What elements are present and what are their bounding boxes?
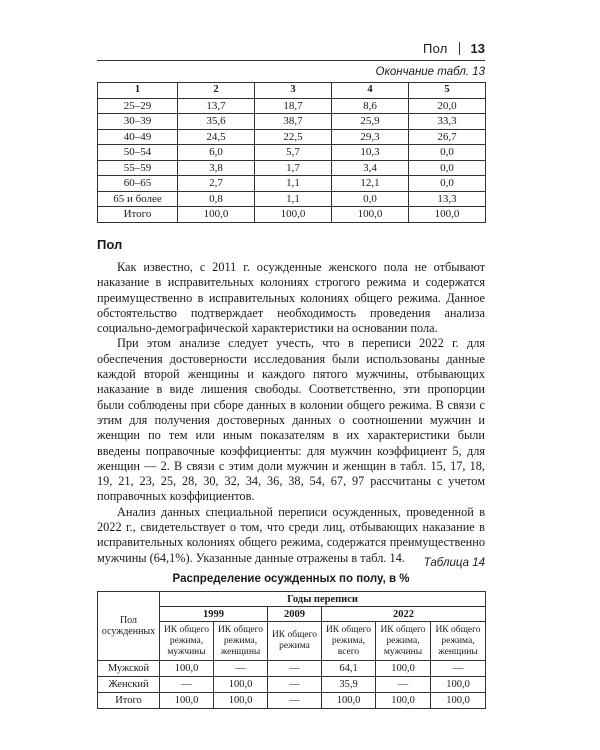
table-cell: 1,1: [255, 176, 332, 192]
table-13: [97, 82, 486, 223]
section-title: Пол: [97, 237, 123, 252]
table-cell: 50–54: [98, 145, 178, 161]
table-cell: 100,0: [214, 677, 268, 693]
table14-subheader: ИК общего режима: [268, 622, 322, 661]
table-row: [98, 114, 486, 130]
table-cell: 12,1: [332, 176, 409, 192]
table14-subheader: ИК общего режима, всего: [322, 622, 376, 661]
table-row: [98, 677, 486, 693]
table13-col-header: 4: [332, 83, 409, 99]
table13-col-header: 5: [409, 83, 486, 99]
table-cell: —: [431, 661, 486, 677]
table-cell: 20,0: [409, 98, 486, 114]
table-cell: 29,3: [332, 129, 409, 145]
table-cell: 100,0: [255, 207, 332, 223]
table-cell: 100,0: [178, 207, 255, 223]
table-row: [98, 145, 486, 161]
table-cell: 25–29: [98, 98, 178, 114]
table-cell: 2,7: [178, 176, 255, 192]
table14-subheader: ИК общего режима, мужчины: [160, 622, 214, 661]
table-cell: 24,5: [178, 129, 255, 145]
paragraph: Анализ данных специальной переписи осужденных, проведенной в 2022 г., свидетельствует о том, что среди лиц, отбывающих наказание в исправительных колониях общего режима, содержатся преимущественно мужчины (64,1%). Указанные данные отражены в табл. 14.: [97, 504, 485, 565]
table-cell: 8,6: [332, 98, 409, 114]
table-cell: —: [160, 677, 214, 693]
table14-row-header: Пол осужденных: [98, 592, 160, 661]
running-header-section: Пол: [423, 41, 448, 56]
table-14: [97, 591, 486, 709]
table-cell: 33,3: [409, 114, 486, 130]
table-cell: 64,1: [322, 661, 376, 677]
table13-col-header: 1: [98, 83, 178, 99]
body-text: [97, 260, 485, 566]
table14-title: Распределение осужденных по полу, в %: [172, 573, 410, 585]
table-cell: 30–39: [98, 114, 178, 130]
table-row: [98, 129, 486, 145]
table-cell: Итого: [98, 693, 160, 709]
page-number: 13: [470, 41, 485, 56]
table-cell: 35,6: [178, 114, 255, 130]
table-cell: 22,5: [255, 129, 332, 145]
table-cell: 13,3: [409, 191, 486, 207]
paragraph: Как известно, с 2011 г. осужденные женского пола не отбывают наказание в исправительных колониях строгого режима и содержатся преимущественно в исправительных колониях общего режима. Данное обстоятельство подтверждает необходимость проведения анализа социально-демографической характеристики на основании пола.: [97, 260, 485, 336]
table-cell: 65 и более: [98, 191, 178, 207]
table-cell: 100,0: [160, 693, 214, 709]
table-cell: Итого: [98, 207, 178, 223]
header-divider: [459, 42, 460, 55]
table14-subheader: ИК общего режима, женщины: [214, 622, 268, 661]
table-cell: 40–49: [98, 129, 178, 145]
table-cell: 0,8: [178, 191, 255, 207]
table-cell: 0,0: [409, 160, 486, 176]
table14-label: Таблица 14: [423, 557, 485, 569]
table-cell: Женский: [98, 677, 160, 693]
table-row: [98, 176, 486, 192]
table-row: [98, 191, 486, 207]
table-cell: 3,8: [178, 160, 255, 176]
table14-subheader: ИК общего режима, женщины: [431, 622, 486, 661]
table-row: [98, 160, 486, 176]
table-cell: 3,4: [332, 160, 409, 176]
table-cell: 100,0: [332, 207, 409, 223]
table-cell: 100,0: [431, 677, 486, 693]
running-header: [0, 41, 485, 56]
table-cell: 18,7: [255, 98, 332, 114]
table14-subheader: ИК общего режима, мужчины: [376, 622, 431, 661]
table-cell: —: [268, 677, 322, 693]
table-cell: 38,7: [255, 114, 332, 130]
table-cell: —: [268, 661, 322, 677]
table-cell: 26,7: [409, 129, 486, 145]
table-cell: —: [268, 693, 322, 709]
table-cell: 100,0: [431, 693, 486, 709]
table-cell: 13,7: [178, 98, 255, 114]
table-cell: 35,9: [322, 677, 376, 693]
table-cell: —: [376, 677, 431, 693]
table-row: [98, 98, 486, 114]
table14-group-header-row: [98, 592, 486, 607]
table-cell: 10,3: [332, 145, 409, 161]
table-cell: 100,0: [214, 693, 268, 709]
table13-caption: Окончание табл. 13: [375, 66, 485, 78]
table-cell: 100,0: [322, 693, 376, 709]
table13-col-header: 3: [255, 83, 332, 99]
table-cell: 100,0: [376, 661, 431, 677]
table14-year: 2022: [322, 607, 486, 622]
table-cell: 55–59: [98, 160, 178, 176]
table-cell: 6,0: [178, 145, 255, 161]
table-cell: 100,0: [409, 207, 486, 223]
table-cell: 0,0: [409, 145, 486, 161]
table14-year: 1999: [160, 607, 268, 622]
table-cell: —: [214, 661, 268, 677]
paragraph: При этом анализе следует учесть, что в переписи 2022 г. для обеспечения достоверности исследования были использованы данные каждой второй женщины и каждого пятого мужчины, отбывающих наказание в виде лишения свободы. Соответственно, эти пропорции были соблюдены при сборе данных в колонии общего режима. В связи с этим для получения достоверных данных о соотношении мужчин и женщин по тем или иным показателям в их характеристики были введены поправочные коэффициенты: для мужчин коэффициент 5, для женщин — 2. В связи с этим доли мужчин и женщин в табл. 15, 17, 18, 19, 21, 23, 25, 28, 30, 32, 34, 36, 38, 54, 67, 97 рассчитаны с учетом поправочных коэффициентов.: [97, 336, 485, 504]
table-cell: 100,0: [376, 693, 431, 709]
table-row-total: [98, 693, 486, 709]
table-cell: 60–65: [98, 176, 178, 192]
table13-header-row: [98, 83, 486, 99]
table-cell: 1,1: [255, 191, 332, 207]
table-row: [98, 661, 486, 677]
table14-year: 2009: [268, 607, 322, 622]
table-row-total: [98, 207, 486, 223]
table-cell: 1,7: [255, 160, 332, 176]
table13-col-header: 2: [178, 83, 255, 99]
table-cell: 5,7: [255, 145, 332, 161]
table-cell: 25,9: [332, 114, 409, 130]
table14-group-header: Годы переписи: [160, 592, 486, 607]
table-cell: Мужской: [98, 661, 160, 677]
header-rule: [97, 60, 485, 61]
table-cell: 0,0: [332, 191, 409, 207]
table-cell: 100,0: [160, 661, 214, 677]
table-cell: 0,0: [409, 176, 486, 192]
